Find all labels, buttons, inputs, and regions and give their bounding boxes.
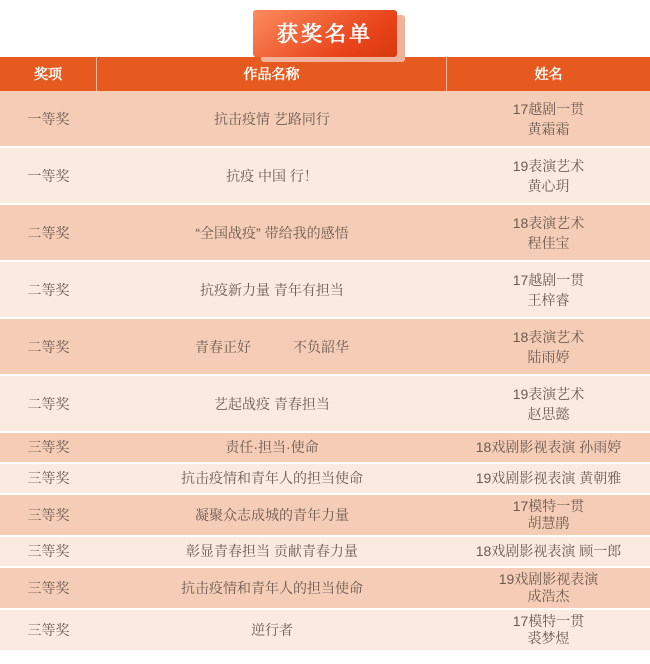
page-title-wrap (0, 0, 650, 57)
name-line: 19表演艺术 (512, 385, 585, 402)
name-line: 18戏剧影视表演 孙雨婷 (475, 439, 622, 455)
award-table (0, 57, 650, 652)
name-line: 程佳宝 (527, 234, 570, 251)
table-row (0, 205, 650, 262)
name-cell (447, 433, 650, 462)
award-cell: 二等奖 (27, 224, 70, 241)
award-cell: 二等奖 (27, 281, 70, 298)
name-cell (447, 568, 650, 608)
name-cell (447, 319, 650, 374)
work-title-cell: 逆行者 (251, 621, 293, 638)
table-row (0, 433, 650, 464)
name-line: 19戏剧影视表演 黄朝雅 (475, 470, 622, 486)
award-cell: 三等奖 (27, 506, 70, 523)
award-cell: 二等奖 (27, 338, 70, 355)
name-line: 黄心玥 (527, 177, 570, 194)
name-line: 裘梦煜 (527, 630, 570, 646)
header-cell-name: 姓名 (534, 66, 563, 82)
table-row (0, 262, 650, 319)
table-row (0, 91, 650, 148)
name-cell (447, 495, 650, 535)
name-cell (447, 205, 650, 260)
name-line: 18表演艺术 (512, 214, 585, 231)
work-title-cell: 责任·担当·使命 (225, 439, 319, 455)
name-cell (447, 537, 650, 566)
award-cell: 一等奖 (27, 167, 70, 184)
work-title-cell: 凝聚众志成城的青年力量 (195, 506, 349, 523)
work-title-cell: “全国战疫” 带给我的感悟 (195, 224, 349, 241)
name-cell (447, 610, 650, 650)
work-title-cell: 彰显青春担当 贡献青春力量 (186, 543, 358, 559)
table-header-row (0, 57, 650, 91)
header-cell-work-title: 作品名称 (97, 57, 447, 91)
table-row (0, 464, 650, 495)
name-line: 19表演艺术 (512, 157, 585, 174)
name-cell (447, 464, 650, 493)
work-title-cell: 抗疫 中国 行！ (226, 167, 318, 184)
name-line: 陆雨婷 (527, 348, 570, 365)
name-line: 赵思懿 (527, 405, 570, 422)
name-line: 成浩杰 (527, 588, 570, 604)
table-row (0, 319, 650, 376)
work-title-cell: 艺起战疫 青春担当 (214, 395, 330, 412)
name-line: 王梓睿 (527, 291, 570, 308)
table-row (0, 148, 650, 205)
award-cell: 三等奖 (27, 470, 70, 486)
name-cell (447, 262, 650, 317)
page-title-badge: 获奖名单 (253, 10, 397, 57)
name-line: 17模特一贯 (512, 498, 585, 514)
table-row (0, 537, 650, 568)
table-row (0, 568, 650, 610)
award-cell: 一等奖 (27, 110, 70, 127)
table-row (0, 610, 650, 652)
name-cell (447, 148, 650, 203)
table-body (0, 91, 650, 652)
header-cell-award: 奖项 (0, 57, 97, 91)
name-line: 19戏剧影视表演 (498, 571, 599, 587)
name-line: 18戏剧影视表演 顾一郎 (475, 543, 622, 559)
work-title-cell: 抗击疫情和青年人的担当使命 (181, 470, 363, 486)
award-cell: 二等奖 (27, 395, 70, 412)
award-cell: 三等奖 (27, 579, 70, 596)
name-line: 黄霜霜 (527, 120, 570, 137)
work-title-cell: 青春正好 不负韶华 (195, 338, 349, 355)
name-line: 17越剧一贯 (512, 271, 585, 288)
name-line: 17越剧一贯 (512, 100, 585, 117)
name-line: 17模特一贯 (512, 613, 585, 629)
table-row (0, 495, 650, 537)
work-title-cell: 抗疫新力量 青年有担当 (200, 281, 344, 298)
work-title-cell: 抗击疫情 艺路同行 (214, 110, 330, 127)
award-cell: 三等奖 (27, 621, 70, 638)
award-cell: 三等奖 (27, 439, 70, 455)
name-cell (447, 91, 650, 146)
name-line: 胡慧鹃 (527, 515, 570, 531)
name-cell (447, 376, 650, 431)
work-title-cell: 抗击疫情和青年人的担当使命 (181, 579, 363, 596)
award-cell: 三等奖 (27, 543, 70, 559)
table-row (0, 376, 650, 433)
name-line: 18表演艺术 (512, 328, 585, 345)
